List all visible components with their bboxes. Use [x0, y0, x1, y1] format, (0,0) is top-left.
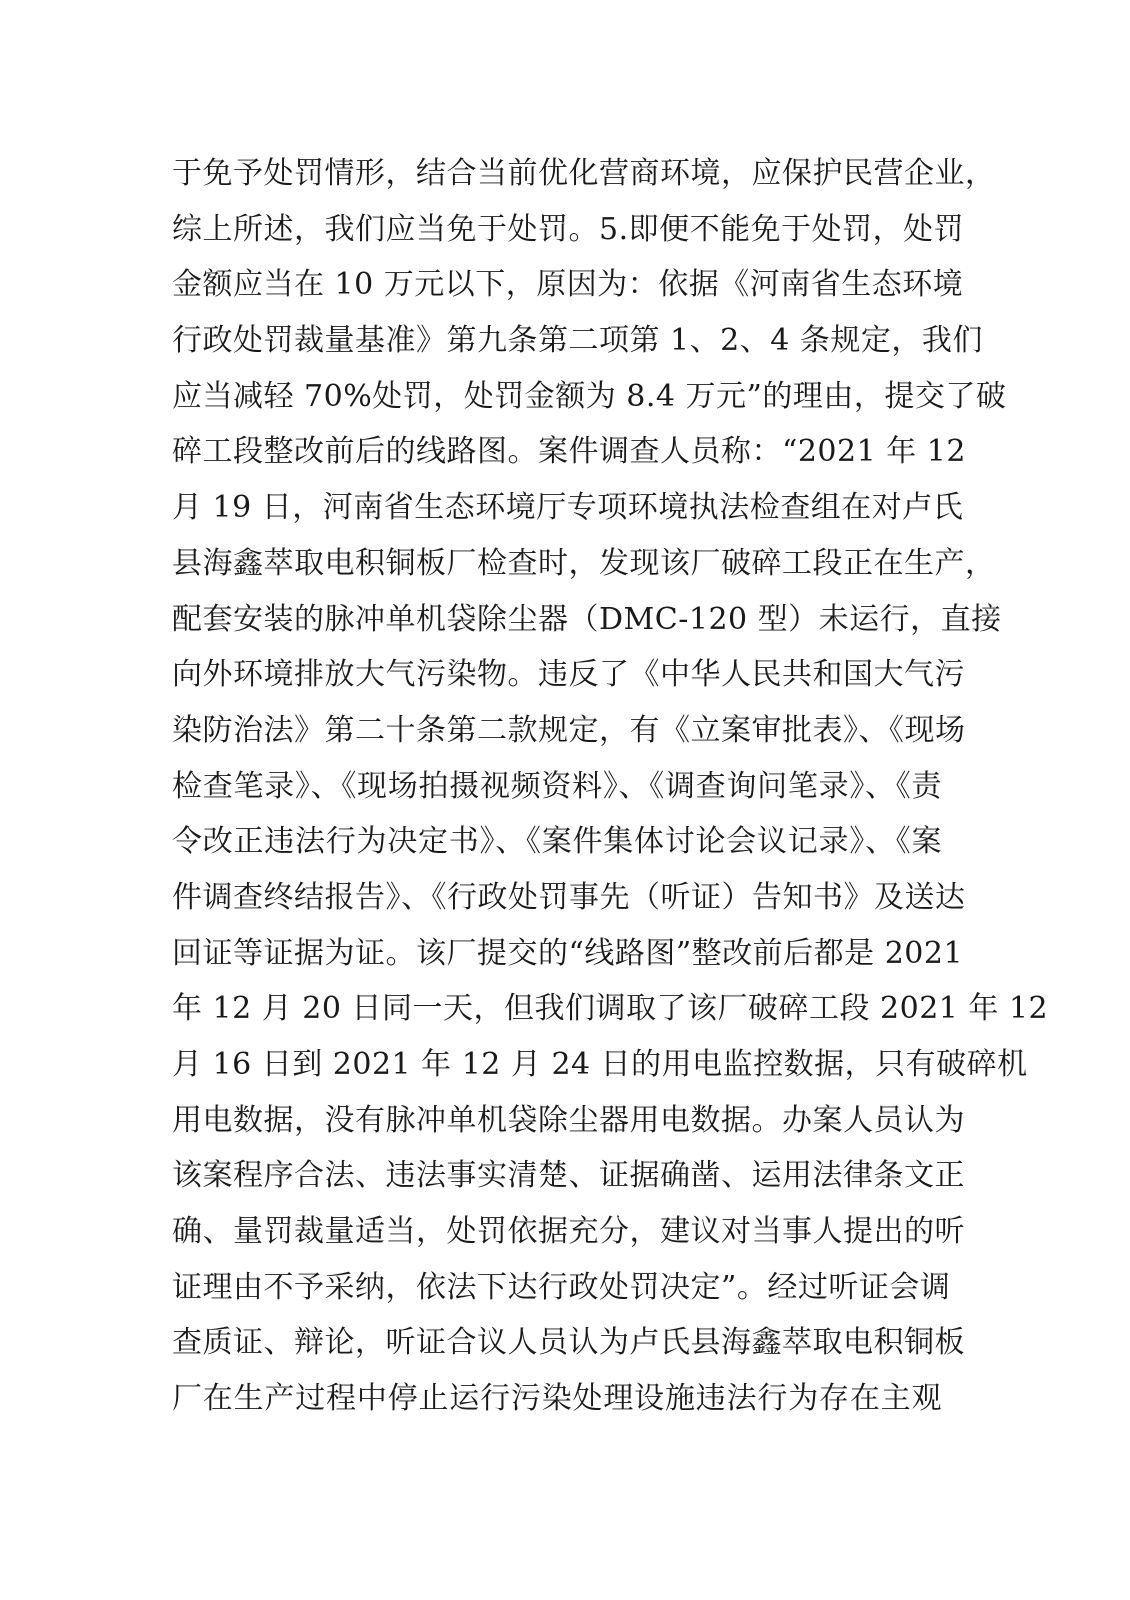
text-line: 证理由不予采纳，依法下达行政处罚决定”。经过听证会调: [172, 1269, 951, 1305]
text-line: 用电数据，没有脉冲单机袋除尘器用电数据。办案人员认为: [172, 1102, 965, 1138]
text-line: 于免予处罚情形，结合当前优化营商环境，应保护民营企业，: [172, 156, 996, 191]
text-line: 向外环境排放大气污染物。违反了《中华人民共和国大气污: [172, 657, 965, 693]
text-line: 回证等证据为证。该厂提交的“线路图”整改前后都是 2021: [172, 935, 964, 971]
text-line: 综上所述，我们应当免于处罚。5.即便不能免于处罚，处罚: [172, 211, 965, 247]
text-line: 县海鑫萃取电积铜板厂检查时，发现该厂破碎工段正在生产，: [172, 545, 996, 581]
text-line: 配套安装的脉冲单机袋除尘器（DMC-120 型）未运行，直接: [172, 601, 1002, 637]
text-line: 染防治法》第二十条第二款规定，有《立案审批表》、《现场: [172, 712, 966, 748]
text-line: 月 16 日到 2021 年 12 月 24 日的用电监控数据，只有破碎机: [172, 1047, 1028, 1082]
text-line: 应当减轻 70%处罚，处罚金额为 8.4 万元”的理由，提交了破: [172, 378, 1007, 414]
text-line: 确、量罚裁量适当，处罚依据充分，建议对当事人提出的听: [172, 1214, 965, 1250]
text-line: 碎工段整改前后的线路图。案件调查人员称：“2021 年 12: [172, 434, 966, 470]
text-line: 该案程序合法、违法事实清楚、证据确凿、运用法律条文正: [172, 1158, 965, 1194]
text-line: 件调查终结报告》、《行政处罚事先（听证）告知书》及送达: [172, 879, 966, 915]
body-text: [172, 146, 1049, 1427]
text-line: 厂在生产过程中停止运行污染处理设施违法行为存在主观: [172, 1381, 942, 1417]
text-line: 查质证、辩论，听证合议人员认为卢氏县海鑫萃取电积铜板: [172, 1325, 965, 1361]
text-line: 检查笔录》、《现场拍摄视频资料》、《调查询问笔录》、《责: [172, 768, 942, 804]
text-line: 金额应当在 10 万元以下，原因为：依据《河南省生态环境: [172, 267, 964, 303]
text-line: 行政处罚裁量基准》第九条第二项第 1、2、4 条规定，我们: [172, 323, 983, 359]
text-line: 月 19 日，河南省生态环境厅专项环境执法检查组在对卢氏: [172, 490, 964, 526]
text-line: 令改正违法行为决定书》、《案件集体讨论会议记录》、《案: [172, 824, 942, 860]
text-line: 年 12 月 20 日同一天，但我们调取了该厂破碎工段 2021 年 12: [172, 991, 1049, 1027]
